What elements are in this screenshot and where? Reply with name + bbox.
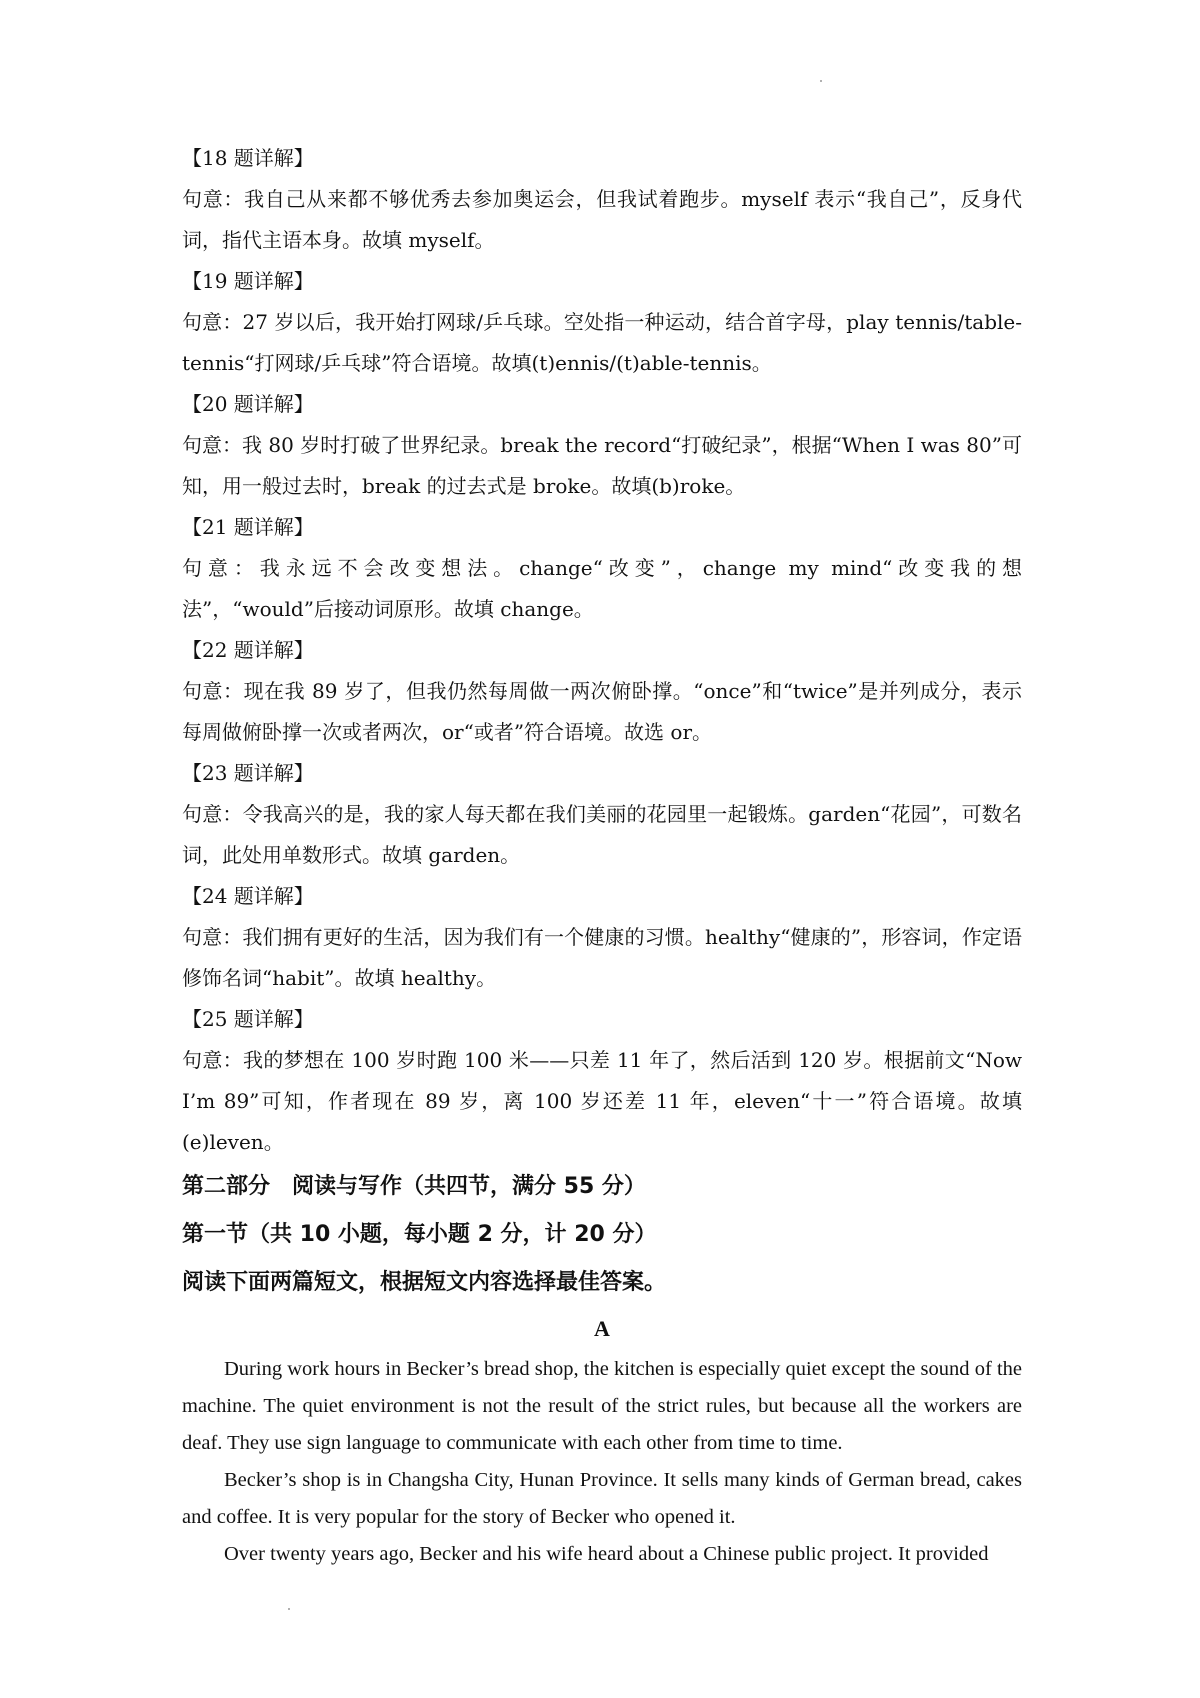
explanation-23-header: 【23 题详解】	[182, 761, 314, 785]
explanation-18-header: 【18 题详解】	[182, 146, 314, 170]
explanation-22-text: 句意：现在我 89 岁了，但我仍然每周做一两次俯卧撑。“once”和“twice”是并列成分，表示每周做俯卧撑一次或者两次，or“或者”符合语境。故选 or。	[182, 679, 1022, 744]
explanation-25-header: 【25 题详解】	[182, 1007, 314, 1031]
explanation-21-header: 【21 题详解】	[182, 515, 314, 539]
explanation-25-text: 句意：我的梦想在 100 岁时跑 100 米——只差 11 年了，然后活到 120 岁。根据前文“Now I’m 89”可知，作者现在 89 岁，离 100 岁还差 11 年，eleven“十一”符合语境。故填(e)leven。	[182, 1048, 1022, 1154]
document-page	[182, 138, 1022, 1573]
passage-label: A	[594, 1316, 610, 1341]
scan-speck	[288, 1608, 290, 1610]
explanation-22-header: 【22 题详解】	[182, 638, 314, 662]
explanation-21-text: 句意：我永远不会改变想法。change“改变”，change my mind“改变我的想法”，“would”后接动词原形。故填 change。	[182, 556, 1022, 621]
explanation-24-header: 【24 题详解】	[182, 884, 314, 908]
explanation-20-text: 句意：我 80 岁时打破了世界纪录。break the record“打破纪录”，根据“When I was 80”可知，用一般过去时，break 的过去式是 broke。故填(b)roke。	[182, 433, 1022, 498]
passage-paragraph-1: During work hours in Becker’s bread shop, the kitchen is especially quiet except the sound of the machine. The quiet environment is not the result of the strict rules, but because all the workers are deaf. They use sign language to communicate with each other from time to time.	[182, 1358, 1022, 1454]
explanation-23-text: 句意：令我高兴的是，我的家人每天都在我们美丽的花园里一起锻炼。garden“花园”，可数名词，此处用单数形式。故填 garden。	[182, 802, 1022, 867]
explanation-18-text: 句意：我自己从来都不够优秀去参加奥运会，但我试着跑步。myself 表示“我自己”，反身代词，指代主语本身。故填 myself。	[182, 187, 1022, 252]
reading-instruction: 阅读下面两篇短文，根据短文内容选择最佳答案。	[182, 1270, 667, 1295]
scan-speck	[820, 80, 822, 82]
passage-paragraph-3: Over twenty years ago, Becker and his wife heard about a Chinese public project. It provided	[224, 1543, 989, 1565]
explanation-19-text: 句意：27 岁以后，我开始打网球/乒乓球。空处指一种运动，结合首字母，play tennis/table-tennis“打网球/乒乓球”符合语境。故填(t)ennis/(t)able-tennis。	[182, 310, 1022, 375]
part-two-title: 第二部分 阅读与写作（共四节，满分 55 分）	[182, 1174, 646, 1199]
explanation-19-header: 【19 题详解】	[182, 269, 314, 293]
explanation-20-header: 【20 题详解】	[182, 392, 314, 416]
explanation-24-text: 句意：我们拥有更好的生活，因为我们有一个健康的习惯。healthy“健康的”，形容词，作定语修饰名词“habit”。故填 healthy。	[182, 925, 1022, 990]
passage-paragraph-2: Becker’s shop is in Changsha City, Hunan Province. It sells many kinds of German bread, cakes and coffee. It is very popular for the story of Becker who opened it.	[182, 1469, 1022, 1528]
section-one-title: 第一节（共 10 小题，每小题 2 分，计 20 分）	[182, 1222, 657, 1247]
